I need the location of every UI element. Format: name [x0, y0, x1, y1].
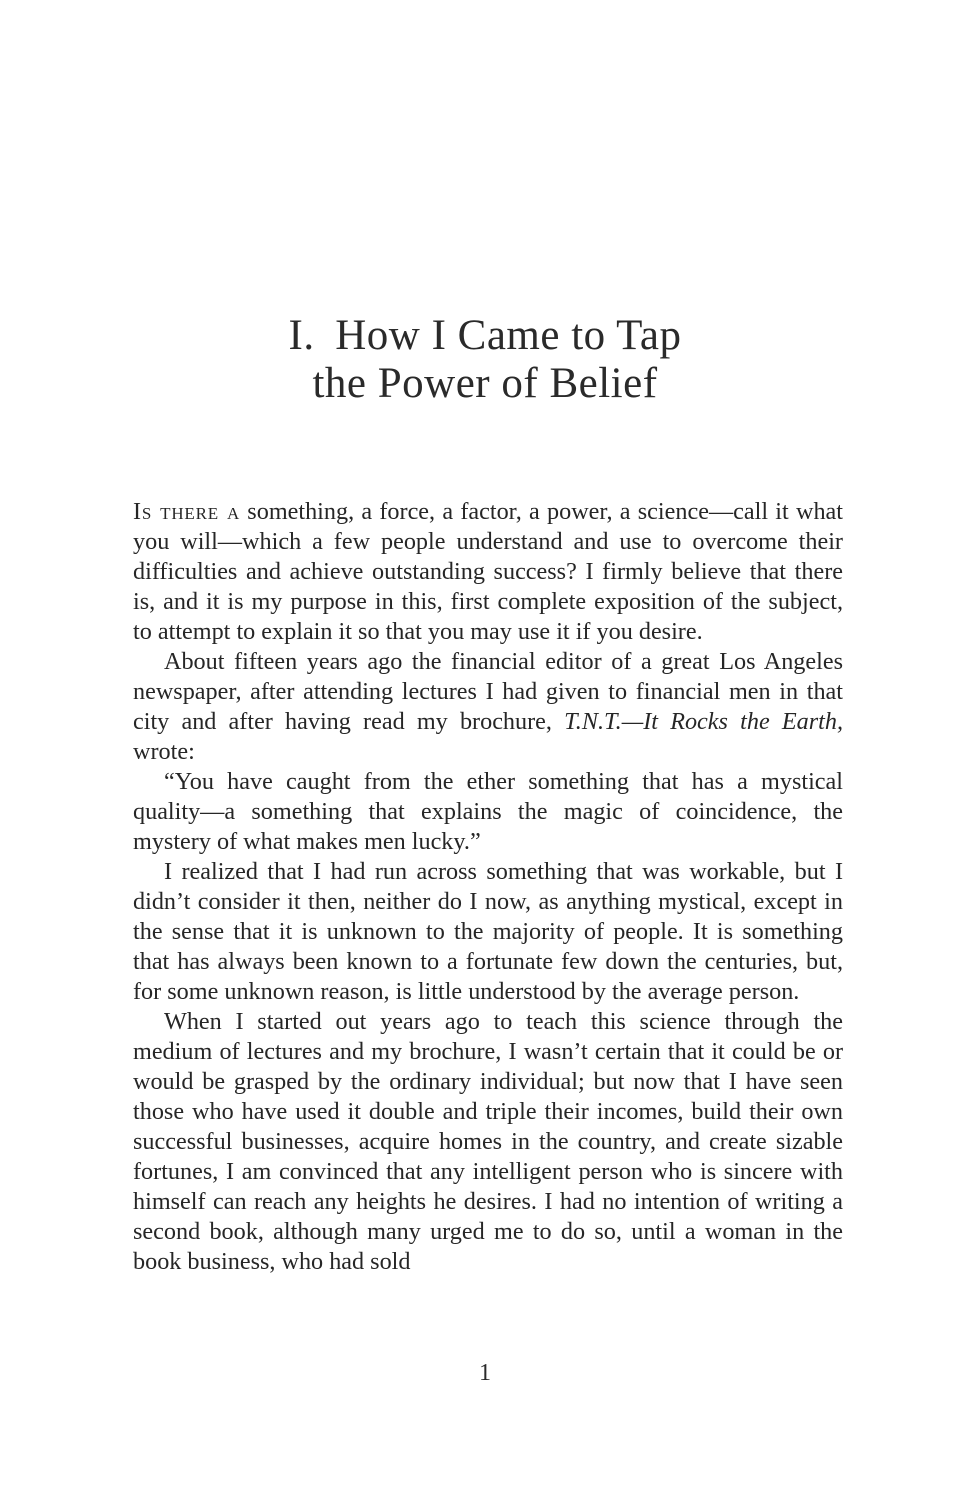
chapter-title-text: How I Came to Tap	[335, 312, 682, 359]
text-segment: I realized that I had run across something that was workable, but I didn’t consider it then, neither do I now, as anything mystical, except in the sense that it is unknown to the majority of people. It is something that has always been known to a fortunate few down the centuries, but, for some unknown reason, is little understood by the average person.	[133, 858, 843, 1005]
text-segment: something, a force, a factor, a power, a science—call it what you will—which a few people understand and use to overcome their difficulties and achieve outstanding success? I firmly believe that there is, and it is my purpose in this, first complete exposition of the subject, to attempt to explain it so that you may use it if you desire.	[133, 498, 843, 645]
text-segment: “You have caught from the ether something that has a mystical quality—a something that explains the magic of coincidence, the mystery of what makes men lucky.”	[133, 768, 843, 855]
chapter-numeral: I.	[288, 312, 315, 359]
paragraph	[133, 647, 843, 767]
chapter-title	[0, 312, 970, 408]
paragraph	[133, 857, 843, 1007]
chapter-title-line-2: the Power of Belief	[312, 360, 658, 407]
paragraph	[133, 497, 843, 647]
italic-text: T.N.T.—It Rocks the Earth,	[564, 708, 843, 735]
text-segment: About fifteen years ago the financial editor of a great Los Angeles newspaper, after attending lectures I had given to financial men in that city and after having read my brochure,	[133, 648, 843, 735]
paragraph	[133, 1007, 843, 1277]
smallcaps-lead-in: Is there a	[133, 498, 241, 525]
chapter-title-line-1	[0, 312, 970, 360]
body-text	[133, 497, 843, 1277]
text-segment: wrote:	[133, 738, 195, 765]
paragraph	[133, 767, 843, 857]
page-number: 1	[479, 1360, 491, 1386]
text-segment: When I started out years ago to teach this science through the medium of lectures and my brochure, I wasn’t certain that it could be or would be grasped by the ordinary individual; but now that I have seen those who have used it double and triple their incomes, build their own successful businesses, acquire homes in the country, and create sizable fortunes, I am convinced that any intelligent person who is sincere with himself can reach any heights he desires. I had no intention of writing a second book, although many urged me to do so, until a woman in the book business, who had sold	[133, 1008, 843, 1275]
